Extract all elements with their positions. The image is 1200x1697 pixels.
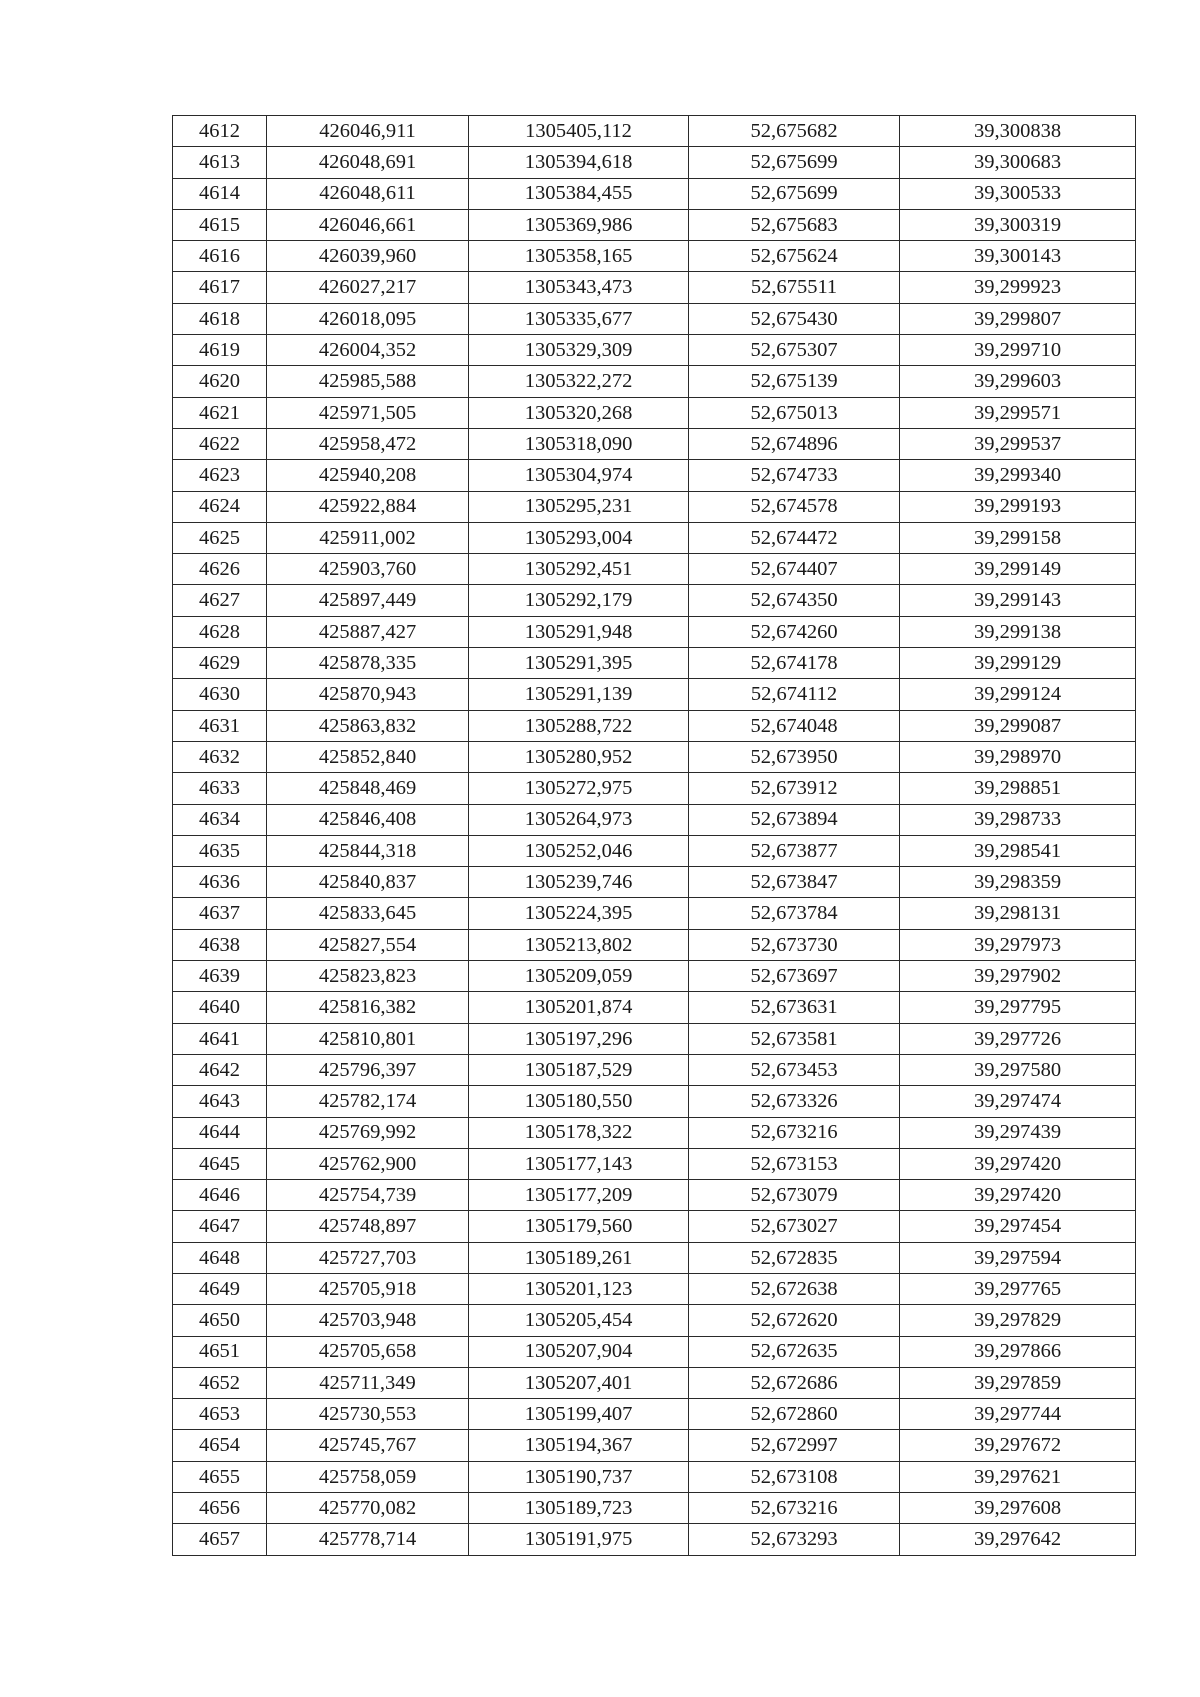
longitude-cell: 39,297439 — [900, 1117, 1136, 1148]
y-coordinate-cell: 1305292,179 — [469, 585, 689, 616]
longitude-cell: 39,297902 — [900, 961, 1136, 992]
table-row — [173, 522, 1136, 553]
point-number-cell: 4640 — [173, 992, 267, 1023]
table-row — [173, 428, 1136, 459]
x-coordinate-cell: 426046,911 — [267, 116, 469, 147]
y-coordinate-cell: 1305213,802 — [469, 929, 689, 960]
table-row — [173, 1180, 1136, 1211]
x-coordinate-cell: 425878,335 — [267, 648, 469, 679]
latitude-cell: 52,673108 — [689, 1461, 900, 1492]
y-coordinate-cell: 1305178,322 — [469, 1117, 689, 1148]
point-number-cell: 4614 — [173, 178, 267, 209]
point-number-cell: 4646 — [173, 1180, 267, 1211]
point-number-cell: 4638 — [173, 929, 267, 960]
y-coordinate-cell: 1305177,143 — [469, 1148, 689, 1179]
point-number-cell: 4656 — [173, 1493, 267, 1524]
y-coordinate-cell: 1305205,454 — [469, 1305, 689, 1336]
latitude-cell: 52,673847 — [689, 867, 900, 898]
latitude-cell: 52,675682 — [689, 116, 900, 147]
y-coordinate-cell: 1305179,560 — [469, 1211, 689, 1242]
longitude-cell: 39,300319 — [900, 209, 1136, 240]
x-coordinate-cell: 425903,760 — [267, 554, 469, 585]
point-number-cell: 4621 — [173, 397, 267, 428]
point-number-cell: 4652 — [173, 1367, 267, 1398]
latitude-cell: 52,675683 — [689, 209, 900, 240]
table-row — [173, 648, 1136, 679]
y-coordinate-cell: 1305335,677 — [469, 303, 689, 334]
point-number-cell: 4639 — [173, 961, 267, 992]
x-coordinate-cell: 425827,554 — [267, 929, 469, 960]
point-number-cell: 4631 — [173, 710, 267, 741]
y-coordinate-cell: 1305280,952 — [469, 741, 689, 772]
longitude-cell: 39,297420 — [900, 1180, 1136, 1211]
longitude-cell: 39,299710 — [900, 335, 1136, 366]
table-row — [173, 1242, 1136, 1273]
point-number-cell: 4644 — [173, 1117, 267, 1148]
point-number-cell: 4629 — [173, 648, 267, 679]
y-coordinate-cell: 1305239,746 — [469, 867, 689, 898]
longitude-cell: 39,297621 — [900, 1461, 1136, 1492]
latitude-cell: 52,672620 — [689, 1305, 900, 1336]
longitude-cell: 39,299158 — [900, 522, 1136, 553]
latitude-cell: 52,673216 — [689, 1117, 900, 1148]
y-coordinate-cell: 1305197,296 — [469, 1023, 689, 1054]
x-coordinate-cell: 425782,174 — [267, 1086, 469, 1117]
y-coordinate-cell: 1305201,874 — [469, 992, 689, 1023]
point-number-cell: 4650 — [173, 1305, 267, 1336]
x-coordinate-cell: 425816,382 — [267, 992, 469, 1023]
x-coordinate-cell: 425887,427 — [267, 616, 469, 647]
longitude-cell: 39,297672 — [900, 1430, 1136, 1461]
latitude-cell: 52,672860 — [689, 1399, 900, 1430]
point-number-cell: 4651 — [173, 1336, 267, 1367]
table-row — [173, 1117, 1136, 1148]
table-row — [173, 554, 1136, 585]
longitude-cell: 39,297454 — [900, 1211, 1136, 1242]
longitude-cell: 39,299129 — [900, 648, 1136, 679]
longitude-cell: 39,297744 — [900, 1399, 1136, 1430]
x-coordinate-cell: 425823,823 — [267, 961, 469, 992]
latitude-cell: 52,674260 — [689, 616, 900, 647]
table-row — [173, 1430, 1136, 1461]
latitude-cell: 52,674178 — [689, 648, 900, 679]
point-number-cell: 4612 — [173, 116, 267, 147]
table-row — [173, 1148, 1136, 1179]
table-row — [173, 178, 1136, 209]
y-coordinate-cell: 1305194,367 — [469, 1430, 689, 1461]
longitude-cell: 39,298851 — [900, 773, 1136, 804]
longitude-cell: 39,299143 — [900, 585, 1136, 616]
longitude-cell: 39,299149 — [900, 554, 1136, 585]
y-coordinate-cell: 1305190,737 — [469, 1461, 689, 1492]
latitude-cell: 52,674578 — [689, 491, 900, 522]
point-number-cell: 4647 — [173, 1211, 267, 1242]
x-coordinate-cell: 425846,408 — [267, 804, 469, 835]
table-row — [173, 116, 1136, 147]
point-number-cell: 4643 — [173, 1086, 267, 1117]
latitude-cell: 52,673581 — [689, 1023, 900, 1054]
longitude-cell: 39,300143 — [900, 241, 1136, 272]
coordinates-table — [172, 115, 1136, 1556]
y-coordinate-cell: 1305207,904 — [469, 1336, 689, 1367]
x-coordinate-cell: 425840,837 — [267, 867, 469, 898]
point-number-cell: 4616 — [173, 241, 267, 272]
y-coordinate-cell: 1305291,948 — [469, 616, 689, 647]
x-coordinate-cell: 425922,884 — [267, 491, 469, 522]
table-row — [173, 1461, 1136, 1492]
table-row — [173, 585, 1136, 616]
latitude-cell: 52,674472 — [689, 522, 900, 553]
point-number-cell: 4632 — [173, 741, 267, 772]
table-row — [173, 1336, 1136, 1367]
x-coordinate-cell: 426027,217 — [267, 272, 469, 303]
y-coordinate-cell: 1305291,139 — [469, 679, 689, 710]
table-row — [173, 1367, 1136, 1398]
y-coordinate-cell: 1305201,123 — [469, 1273, 689, 1304]
x-coordinate-cell: 426046,661 — [267, 209, 469, 240]
longitude-cell: 39,299571 — [900, 397, 1136, 428]
point-number-cell: 4617 — [173, 272, 267, 303]
x-coordinate-cell: 425705,918 — [267, 1273, 469, 1304]
table-row — [173, 804, 1136, 835]
point-number-cell: 4620 — [173, 366, 267, 397]
x-coordinate-cell: 425971,505 — [267, 397, 469, 428]
table-row — [173, 835, 1136, 866]
y-coordinate-cell: 1305369,986 — [469, 209, 689, 240]
point-number-cell: 4623 — [173, 460, 267, 491]
x-coordinate-cell: 426039,960 — [267, 241, 469, 272]
point-number-cell: 4634 — [173, 804, 267, 835]
longitude-cell: 39,298131 — [900, 898, 1136, 929]
point-number-cell: 4648 — [173, 1242, 267, 1273]
point-number-cell: 4642 — [173, 1054, 267, 1085]
x-coordinate-cell: 425754,739 — [267, 1180, 469, 1211]
table-row — [173, 710, 1136, 741]
latitude-cell: 52,675139 — [689, 366, 900, 397]
longitude-cell: 39,299193 — [900, 491, 1136, 522]
latitude-cell: 52,675430 — [689, 303, 900, 334]
longitude-cell: 39,297474 — [900, 1086, 1136, 1117]
longitude-cell: 39,299087 — [900, 710, 1136, 741]
latitude-cell: 52,673631 — [689, 992, 900, 1023]
longitude-cell: 39,297580 — [900, 1054, 1136, 1085]
longitude-cell: 39,299807 — [900, 303, 1136, 334]
x-coordinate-cell: 425745,767 — [267, 1430, 469, 1461]
table-row — [173, 491, 1136, 522]
latitude-cell: 52,674733 — [689, 460, 900, 491]
y-coordinate-cell: 1305199,407 — [469, 1399, 689, 1430]
point-number-cell: 4630 — [173, 679, 267, 710]
longitude-cell: 39,298970 — [900, 741, 1136, 772]
x-coordinate-cell: 425748,897 — [267, 1211, 469, 1242]
y-coordinate-cell: 1305191,975 — [469, 1524, 689, 1555]
y-coordinate-cell: 1305264,973 — [469, 804, 689, 835]
point-number-cell: 4645 — [173, 1148, 267, 1179]
table-row — [173, 335, 1136, 366]
y-coordinate-cell: 1305224,395 — [469, 898, 689, 929]
table-row — [173, 992, 1136, 1023]
point-number-cell: 4633 — [173, 773, 267, 804]
y-coordinate-cell: 1305291,395 — [469, 648, 689, 679]
y-coordinate-cell: 1305293,004 — [469, 522, 689, 553]
latitude-cell: 52,672835 — [689, 1242, 900, 1273]
point-number-cell: 4654 — [173, 1430, 267, 1461]
y-coordinate-cell: 1305272,975 — [469, 773, 689, 804]
y-coordinate-cell: 1305292,451 — [469, 554, 689, 585]
point-number-cell: 4655 — [173, 1461, 267, 1492]
x-coordinate-cell: 426018,095 — [267, 303, 469, 334]
point-number-cell: 4628 — [173, 616, 267, 647]
x-coordinate-cell: 425852,840 — [267, 741, 469, 772]
x-coordinate-cell: 425833,645 — [267, 898, 469, 929]
point-number-cell: 4624 — [173, 491, 267, 522]
latitude-cell: 52,675511 — [689, 272, 900, 303]
x-coordinate-cell: 425770,082 — [267, 1493, 469, 1524]
x-coordinate-cell: 425897,449 — [267, 585, 469, 616]
y-coordinate-cell: 1305318,090 — [469, 428, 689, 459]
point-number-cell: 4626 — [173, 554, 267, 585]
x-coordinate-cell: 425796,397 — [267, 1054, 469, 1085]
x-coordinate-cell: 425730,553 — [267, 1399, 469, 1430]
latitude-cell: 52,673784 — [689, 898, 900, 929]
table-row — [173, 867, 1136, 898]
table-row — [173, 147, 1136, 178]
point-number-cell: 4613 — [173, 147, 267, 178]
y-coordinate-cell: 1305180,550 — [469, 1086, 689, 1117]
x-coordinate-cell: 425844,318 — [267, 835, 469, 866]
point-number-cell: 4641 — [173, 1023, 267, 1054]
latitude-cell: 52,674896 — [689, 428, 900, 459]
y-coordinate-cell: 1305343,473 — [469, 272, 689, 303]
latitude-cell: 52,673950 — [689, 741, 900, 772]
table-row — [173, 773, 1136, 804]
longitude-cell: 39,300838 — [900, 116, 1136, 147]
longitude-cell: 39,298359 — [900, 867, 1136, 898]
longitude-cell: 39,298733 — [900, 804, 1136, 835]
x-coordinate-cell: 425940,208 — [267, 460, 469, 491]
point-number-cell: 4627 — [173, 585, 267, 616]
x-coordinate-cell: 425711,349 — [267, 1367, 469, 1398]
y-coordinate-cell: 1305358,165 — [469, 241, 689, 272]
longitude-cell: 39,299138 — [900, 616, 1136, 647]
table-row — [173, 1023, 1136, 1054]
table-row — [173, 1086, 1136, 1117]
table-row — [173, 929, 1136, 960]
x-coordinate-cell: 426048,611 — [267, 178, 469, 209]
latitude-cell: 52,675699 — [689, 147, 900, 178]
x-coordinate-cell: 425958,472 — [267, 428, 469, 459]
table-row — [173, 616, 1136, 647]
y-coordinate-cell: 1305252,046 — [469, 835, 689, 866]
table-row — [173, 1524, 1136, 1555]
coordinates-table-body — [173, 116, 1136, 1556]
y-coordinate-cell: 1305304,974 — [469, 460, 689, 491]
longitude-cell: 39,300533 — [900, 178, 1136, 209]
table-row — [173, 961, 1136, 992]
latitude-cell: 52,672997 — [689, 1430, 900, 1461]
y-coordinate-cell: 1305320,268 — [469, 397, 689, 428]
y-coordinate-cell: 1305207,401 — [469, 1367, 689, 1398]
longitude-cell: 39,297829 — [900, 1305, 1136, 1336]
latitude-cell: 52,674112 — [689, 679, 900, 710]
latitude-cell: 52,672638 — [689, 1273, 900, 1304]
point-number-cell: 4625 — [173, 522, 267, 553]
latitude-cell: 52,673293 — [689, 1524, 900, 1555]
y-coordinate-cell: 1305329,309 — [469, 335, 689, 366]
x-coordinate-cell: 425758,059 — [267, 1461, 469, 1492]
table-row — [173, 397, 1136, 428]
table-row — [173, 1493, 1136, 1524]
latitude-cell: 52,675307 — [689, 335, 900, 366]
y-coordinate-cell: 1305322,272 — [469, 366, 689, 397]
latitude-cell: 52,672686 — [689, 1367, 900, 1398]
y-coordinate-cell: 1305384,455 — [469, 178, 689, 209]
latitude-cell: 52,673216 — [689, 1493, 900, 1524]
latitude-cell: 52,675013 — [689, 397, 900, 428]
table-row — [173, 1399, 1136, 1430]
longitude-cell: 39,300683 — [900, 147, 1136, 178]
table-row — [173, 303, 1136, 334]
x-coordinate-cell: 426004,352 — [267, 335, 469, 366]
longitude-cell: 39,299340 — [900, 460, 1136, 491]
latitude-cell: 52,673912 — [689, 773, 900, 804]
table-row — [173, 1305, 1136, 1336]
point-number-cell: 4635 — [173, 835, 267, 866]
longitude-cell: 39,297420 — [900, 1148, 1136, 1179]
table-row — [173, 1211, 1136, 1242]
y-coordinate-cell: 1305405,112 — [469, 116, 689, 147]
longitude-cell: 39,297642 — [900, 1524, 1136, 1555]
y-coordinate-cell: 1305189,723 — [469, 1493, 689, 1524]
table-row — [173, 679, 1136, 710]
longitude-cell: 39,299537 — [900, 428, 1136, 459]
latitude-cell: 52,673027 — [689, 1211, 900, 1242]
longitude-cell: 39,299603 — [900, 366, 1136, 397]
x-coordinate-cell: 425985,588 — [267, 366, 469, 397]
x-coordinate-cell: 425911,002 — [267, 522, 469, 553]
latitude-cell: 52,674350 — [689, 585, 900, 616]
x-coordinate-cell: 425848,469 — [267, 773, 469, 804]
latitude-cell: 52,673079 — [689, 1180, 900, 1211]
latitude-cell: 52,674048 — [689, 710, 900, 741]
longitude-cell: 39,299124 — [900, 679, 1136, 710]
latitude-cell: 52,673153 — [689, 1148, 900, 1179]
x-coordinate-cell: 425778,714 — [267, 1524, 469, 1555]
y-coordinate-cell: 1305394,618 — [469, 147, 689, 178]
table-row — [173, 366, 1136, 397]
table-row — [173, 898, 1136, 929]
point-number-cell: 4618 — [173, 303, 267, 334]
longitude-cell: 39,298541 — [900, 835, 1136, 866]
latitude-cell: 52,673730 — [689, 929, 900, 960]
latitude-cell: 52,675699 — [689, 178, 900, 209]
longitude-cell: 39,297866 — [900, 1336, 1136, 1367]
latitude-cell: 52,673453 — [689, 1054, 900, 1085]
x-coordinate-cell: 425810,801 — [267, 1023, 469, 1054]
y-coordinate-cell: 1305177,209 — [469, 1180, 689, 1211]
longitude-cell: 39,297973 — [900, 929, 1136, 960]
x-coordinate-cell: 425762,900 — [267, 1148, 469, 1179]
table-row — [173, 460, 1136, 491]
x-coordinate-cell: 425870,943 — [267, 679, 469, 710]
y-coordinate-cell: 1305288,722 — [469, 710, 689, 741]
x-coordinate-cell: 425705,658 — [267, 1336, 469, 1367]
longitude-cell: 39,297608 — [900, 1493, 1136, 1524]
table-row — [173, 241, 1136, 272]
latitude-cell: 52,673697 — [689, 961, 900, 992]
point-number-cell: 4619 — [173, 335, 267, 366]
x-coordinate-cell: 425863,832 — [267, 710, 469, 741]
longitude-cell: 39,297594 — [900, 1242, 1136, 1273]
point-number-cell: 4637 — [173, 898, 267, 929]
longitude-cell: 39,297859 — [900, 1367, 1136, 1398]
latitude-cell: 52,673894 — [689, 804, 900, 835]
longitude-cell: 39,297726 — [900, 1023, 1136, 1054]
y-coordinate-cell: 1305295,231 — [469, 491, 689, 522]
y-coordinate-cell: 1305189,261 — [469, 1242, 689, 1273]
y-coordinate-cell: 1305209,059 — [469, 961, 689, 992]
table-row — [173, 209, 1136, 240]
table-row — [173, 272, 1136, 303]
point-number-cell: 4649 — [173, 1273, 267, 1304]
point-number-cell: 4622 — [173, 428, 267, 459]
latitude-cell: 52,673877 — [689, 835, 900, 866]
y-coordinate-cell: 1305187,529 — [469, 1054, 689, 1085]
x-coordinate-cell: 426048,691 — [267, 147, 469, 178]
point-number-cell: 4653 — [173, 1399, 267, 1430]
table-row — [173, 741, 1136, 772]
x-coordinate-cell: 425769,992 — [267, 1117, 469, 1148]
latitude-cell: 52,675624 — [689, 241, 900, 272]
latitude-cell: 52,674407 — [689, 554, 900, 585]
table-row — [173, 1054, 1136, 1085]
point-number-cell: 4615 — [173, 209, 267, 240]
x-coordinate-cell: 425727,703 — [267, 1242, 469, 1273]
longitude-cell: 39,297765 — [900, 1273, 1136, 1304]
table-row — [173, 1273, 1136, 1304]
point-number-cell: 4657 — [173, 1524, 267, 1555]
longitude-cell: 39,299923 — [900, 272, 1136, 303]
point-number-cell: 4636 — [173, 867, 267, 898]
longitude-cell: 39,297795 — [900, 992, 1136, 1023]
latitude-cell: 52,673326 — [689, 1086, 900, 1117]
x-coordinate-cell: 425703,948 — [267, 1305, 469, 1336]
latitude-cell: 52,672635 — [689, 1336, 900, 1367]
